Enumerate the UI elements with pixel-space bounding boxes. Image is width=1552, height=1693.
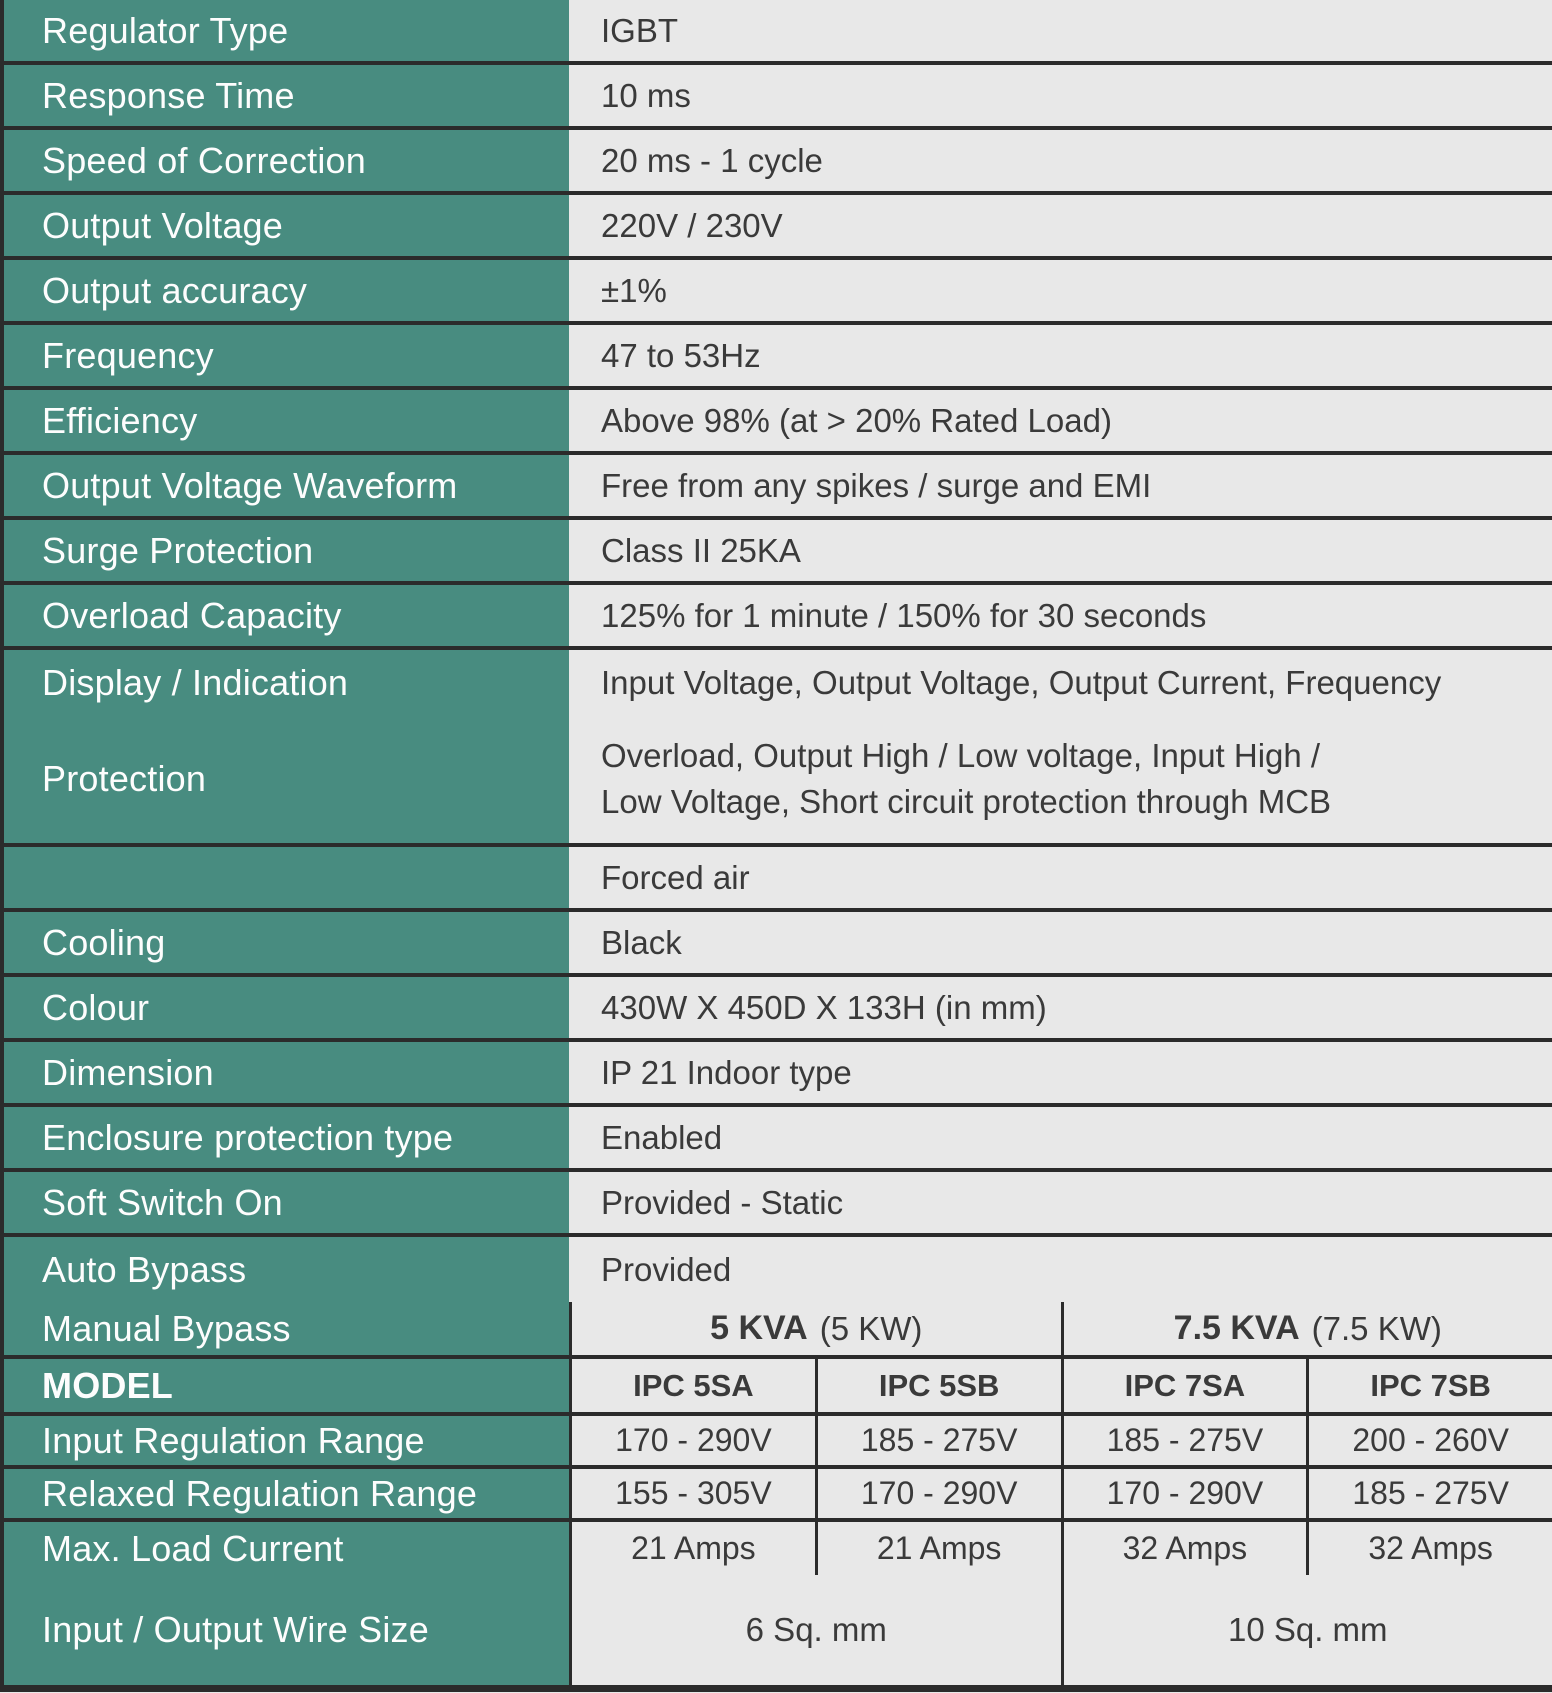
capacity-kva-text: 5 KVA xyxy=(710,1309,808,1347)
model-spec-label-text: Relaxed Regulation Range xyxy=(42,1472,478,1514)
spec-value xyxy=(569,715,1552,843)
spec-value-text: Provided - Static xyxy=(601,1183,844,1221)
model-spec-label xyxy=(4,1522,569,1575)
model-spec-row xyxy=(4,1522,1552,1575)
spec-value-line1: Overload, Output High / Low voltage, Input High / xyxy=(601,736,1321,774)
spec-value xyxy=(569,650,1552,715)
spec-value xyxy=(569,65,1552,126)
model-spec-value: 185 - 275V xyxy=(1306,1469,1552,1518)
model-name-cell: IPC 7SB xyxy=(1306,1359,1552,1412)
model-spec-value: 21 Amps xyxy=(569,1522,815,1575)
capacity-kw-text: (7.5 KW) xyxy=(1311,1309,1442,1347)
model-spec-value: 21 Amps xyxy=(815,1522,1061,1575)
spec-value xyxy=(569,195,1552,256)
spec-row xyxy=(4,1107,1552,1172)
model-spec-label xyxy=(4,1416,569,1465)
spec-row xyxy=(4,650,1552,715)
spec-value-text: Free from any spikes / surge and EMI xyxy=(601,466,1152,504)
spec-value xyxy=(569,847,1552,908)
spec-label-text: Output Voltage xyxy=(42,204,283,246)
spec-value-text: Forced air xyxy=(601,858,750,896)
spec-label-text: Output Voltage Waveform xyxy=(42,464,458,506)
spec-value-text: Enabled xyxy=(601,1118,723,1156)
spec-row xyxy=(4,260,1552,325)
spec-row xyxy=(4,847,1552,912)
spec-row xyxy=(4,912,1552,977)
spec-row xyxy=(4,0,1552,65)
spec-label xyxy=(4,455,569,516)
spec-value-text: ±1% xyxy=(601,271,667,309)
spec-value xyxy=(569,260,1552,321)
spec-label-text: Protection xyxy=(42,758,207,799)
spec-label-text: Auto Bypass xyxy=(42,1248,247,1290)
spec-row xyxy=(4,585,1552,650)
capacity-kw-text: (5 KW) xyxy=(819,1309,923,1347)
spec-label-text: Efficiency xyxy=(42,399,198,441)
spec-value-line2: Low Voltage, Short circuit protection through MCB xyxy=(601,783,1332,820)
spec-label xyxy=(4,715,569,843)
spec-label xyxy=(4,520,569,581)
spec-value xyxy=(569,325,1552,386)
model-spec-label xyxy=(4,1469,569,1518)
spec-row xyxy=(4,1237,1552,1302)
capacity-row xyxy=(4,1302,1552,1359)
spec-value xyxy=(569,520,1552,581)
spec-row xyxy=(4,130,1552,195)
spec-value-text: 47 to 53Hz xyxy=(601,336,761,374)
wire-size-label xyxy=(4,1575,569,1685)
spec-value-text: 20 ms - 1 cycle xyxy=(601,141,823,179)
spec-label-text: Regulator Type xyxy=(42,9,289,51)
spec-label xyxy=(4,195,569,256)
spec-value xyxy=(569,1107,1552,1168)
spec-label xyxy=(4,847,569,908)
spec-value-text: IGBT xyxy=(601,11,679,49)
wire-size-row xyxy=(4,1575,1552,1685)
model-spec-value: 170 - 290V xyxy=(815,1469,1061,1518)
spec-label-text: Enclosure protection type xyxy=(42,1116,454,1158)
spec-rows-mid xyxy=(4,847,1552,1302)
spec-value xyxy=(569,390,1552,451)
spec-label-text: Display / Indication xyxy=(42,661,349,703)
spec-label xyxy=(4,977,569,1038)
spec-label-text: Cooling xyxy=(42,921,166,963)
spec-label-text: Output accuracy xyxy=(42,269,308,311)
spec-row xyxy=(4,977,1552,1042)
spec-row xyxy=(4,1042,1552,1107)
spec-value-text: Black xyxy=(601,923,682,961)
wire-size-label-text: Input / Output Wire Size xyxy=(42,1609,429,1650)
spec-value xyxy=(569,0,1552,61)
spec-label xyxy=(4,0,569,61)
spec-label-text: Dimension xyxy=(42,1051,214,1093)
spec-label xyxy=(4,325,569,386)
capacity-group-5kva xyxy=(569,1302,1061,1355)
spec-label xyxy=(4,1172,569,1233)
capacity-label-text: Manual Bypass xyxy=(42,1307,291,1349)
spec-label-text: Response Time xyxy=(42,74,295,116)
model-spec-value: 32 Amps xyxy=(1306,1522,1552,1575)
spec-value-text: 125% for 1 minute / 150% for 30 seconds xyxy=(601,596,1207,634)
model-row xyxy=(4,1359,1552,1416)
model-spec-label-text: Input Regulation Range xyxy=(42,1419,425,1461)
model-label-text: MODEL xyxy=(42,1364,173,1406)
model-spec-value: 32 Amps xyxy=(1061,1522,1307,1575)
model-spec-value: 200 - 260V xyxy=(1306,1416,1552,1465)
spec-value-text: IP 21 Indoor type xyxy=(601,1053,852,1091)
spec-label-text: Overload Capacity xyxy=(42,594,342,636)
capacity-label xyxy=(4,1302,569,1355)
model-spec-row xyxy=(4,1469,1552,1522)
spec-label xyxy=(4,65,569,126)
model-spec-value: 155 - 305V xyxy=(569,1469,815,1518)
spec-value xyxy=(569,585,1552,646)
spec-value-text: Provided xyxy=(601,1250,732,1288)
spec-label xyxy=(4,1042,569,1103)
spec-label xyxy=(4,585,569,646)
spec-value-text: 430W X 450D X 133H (in mm) xyxy=(601,988,1047,1026)
spec-value xyxy=(569,1042,1552,1103)
spec-label xyxy=(4,1237,569,1302)
spec-row-protection xyxy=(4,715,1552,847)
model-spec-value: 170 - 290V xyxy=(569,1416,815,1465)
spec-label-text: Surge Protection xyxy=(42,529,314,571)
capacity-kva-text: 7.5 KVA xyxy=(1173,1309,1300,1347)
spec-row xyxy=(4,65,1552,130)
spec-row xyxy=(4,1172,1552,1237)
spec-label xyxy=(4,390,569,451)
model-spec-label-text: Max. Load Current xyxy=(42,1527,344,1569)
spec-value-text: Input Voltage, Output Voltage, Output Current, Frequency xyxy=(601,663,1442,701)
spec-value xyxy=(569,912,1552,973)
spec-value xyxy=(569,455,1552,516)
wire-size-value: 6 Sq. mm xyxy=(569,1575,1061,1685)
model-name-cell: IPC 5SA xyxy=(569,1359,815,1412)
spec-value xyxy=(569,1172,1552,1233)
spec-value-text: Above 98% (at > 20% Rated Load) xyxy=(601,401,1112,439)
spec-label xyxy=(4,130,569,191)
spec-label xyxy=(4,650,569,715)
model-label xyxy=(4,1359,569,1412)
spec-label-text: Colour xyxy=(42,986,150,1028)
model-spec-row xyxy=(4,1416,1552,1469)
spec-value xyxy=(569,130,1552,191)
model-spec-rows xyxy=(4,1416,1552,1575)
spec-label-text: Speed of Correction xyxy=(42,139,366,181)
spec-value xyxy=(569,977,1552,1038)
spec-row xyxy=(4,390,1552,455)
spec-label xyxy=(4,1107,569,1168)
model-spec-value: 185 - 275V xyxy=(815,1416,1061,1465)
wire-size-value: 10 Sq. mm xyxy=(1061,1575,1552,1685)
spec-row xyxy=(4,325,1552,390)
spec-row xyxy=(4,520,1552,585)
model-spec-value: 185 - 275V xyxy=(1061,1416,1307,1465)
spec-value-text: 220V / 230V xyxy=(601,206,783,244)
spec-value-text: 10 ms xyxy=(601,76,691,114)
spec-value-text: Class II 25KA xyxy=(601,531,801,569)
capacity-group-7kva xyxy=(1061,1302,1552,1355)
spec-label-text: Soft Switch On xyxy=(42,1181,283,1223)
spec-label xyxy=(4,260,569,321)
spec-label-text: Frequency xyxy=(42,334,214,376)
spec-rows-top xyxy=(4,0,1552,715)
spec-row xyxy=(4,195,1552,260)
spec-label xyxy=(4,912,569,973)
spec-row xyxy=(4,455,1552,520)
spec-value xyxy=(569,1237,1552,1302)
model-name-cell: IPC 7SA xyxy=(1061,1359,1307,1412)
model-spec-value: 170 - 290V xyxy=(1061,1469,1307,1518)
model-name-cell: IPC 5SB xyxy=(815,1359,1061,1412)
